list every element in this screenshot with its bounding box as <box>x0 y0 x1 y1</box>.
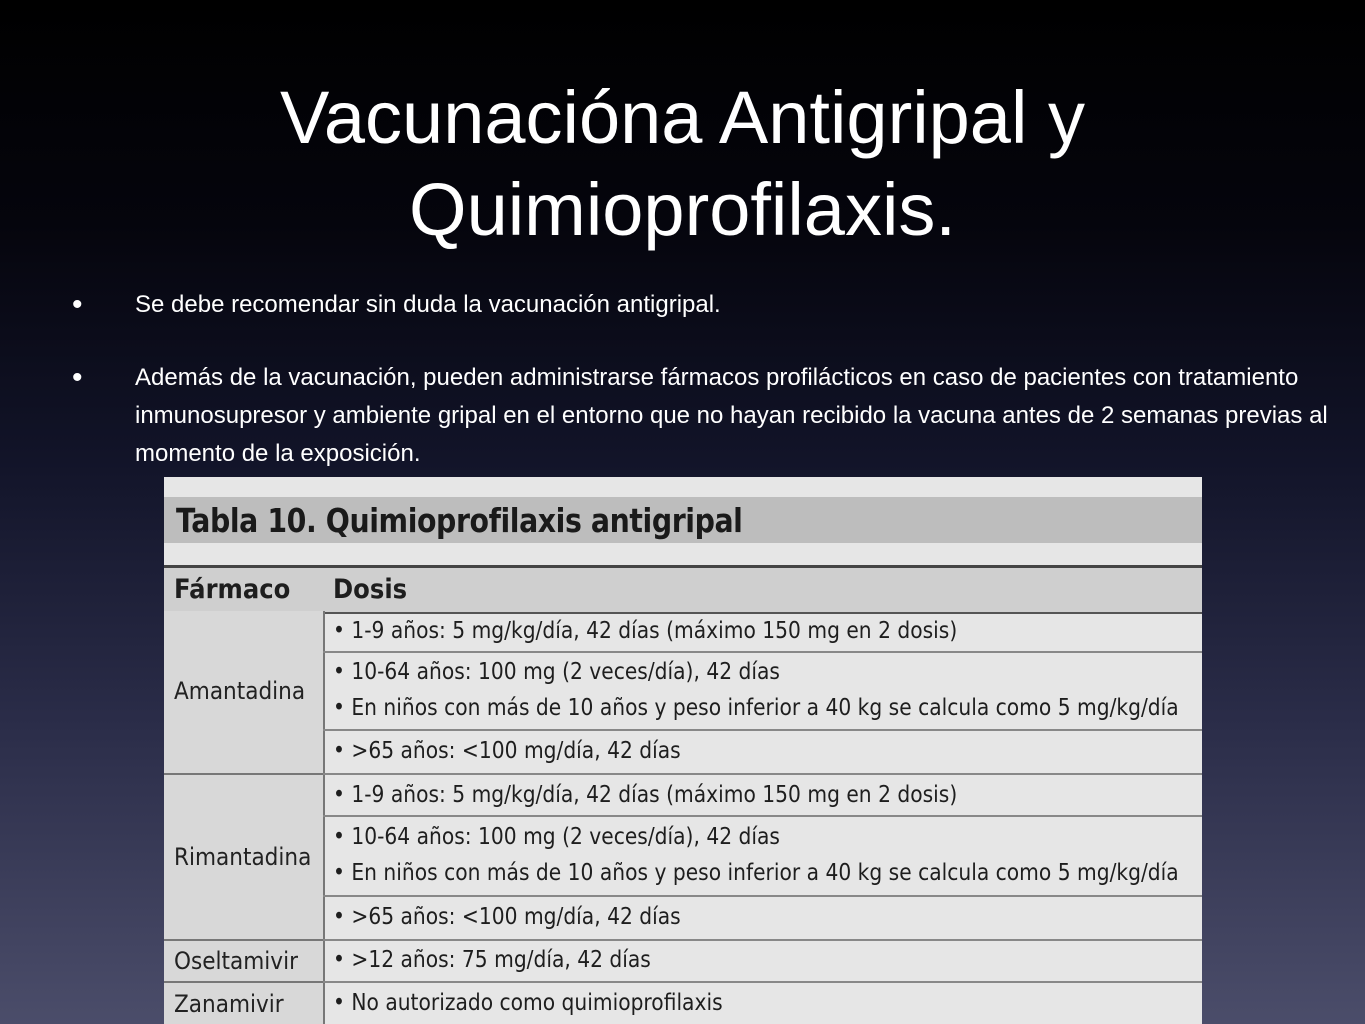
drug-name: Amantadina <box>174 677 306 705</box>
slide-title <box>0 72 1365 256</box>
header-dose-cell <box>323 565 1202 614</box>
slide-title-line-2: Quimioprofilaxis. <box>409 168 956 251</box>
dose-line: • >65 años: <100 mg/día, 42 días <box>333 738 681 764</box>
dose-cell <box>323 611 1202 653</box>
dose-line: • En niños con más de 10 años y peso inferior a 40 kg se calcula como 5 mg/kg/día <box>333 860 1179 886</box>
bullet-text: Se debe recomendar sin duda la vacunación antigripal. <box>135 291 721 318</box>
header-drug: Fármaco <box>174 574 291 605</box>
dose-line: • >12 años: 75 mg/día, 42 días <box>333 947 651 973</box>
drug-cell <box>164 611 325 775</box>
drug-name: Rimantadina <box>174 843 312 871</box>
header-drug-cell <box>164 565 325 614</box>
bullet-text: Además de la vacunación, pueden administrarse fármacos profilácticos en caso de pacientes con tratamiento inmunosupresor y ambiente gripal en el entorno que no hayan recibido la vacuna antes de 2 semanas previas al momento de la exposición. <box>135 364 1328 467</box>
dose-line: • No autorizado como quimioprofilaxis <box>333 990 723 1016</box>
header-dose: Dosis <box>333 574 408 605</box>
table-title-band <box>164 497 1202 543</box>
bullet-item <box>72 286 1335 324</box>
dose-line: • 10-64 años: 100 mg (2 veces/día), 42 días <box>333 824 780 850</box>
dose-cell <box>323 731 1202 775</box>
dose-line: • 1-9 años: 5 mg/kg/día, 42 días (máximo 150 mg en 2 dosis) <box>333 618 958 644</box>
bullet-marker: • <box>72 288 83 321</box>
drug-cell <box>164 941 325 983</box>
table-title: Tabla 10. Quimioprofilaxis antigripal <box>176 501 743 540</box>
dose-line: • 1-9 años: 5 mg/kg/día, 42 días (máximo 150 mg en 2 dosis) <box>333 782 958 808</box>
dose-line: • En niños con más de 10 años y peso inferior a 40 kg se calcula como 5 mg/kg/día <box>333 695 1179 721</box>
dose-cell <box>323 941 1202 983</box>
dose-cell <box>323 817 1202 897</box>
drug-cell <box>164 983 325 1024</box>
bullet-marker: • <box>72 361 83 394</box>
dose-line: • >65 años: <100 mg/día, 42 días <box>333 904 681 930</box>
dose-line: • 10-64 años: 100 mg (2 veces/día), 42 días <box>333 659 780 685</box>
bullet-item <box>72 359 1335 473</box>
slide-title-line-1: Vacunacióna Antigripal y <box>280 76 1085 159</box>
drug-name: Oseltamivir <box>174 947 298 975</box>
dose-cell <box>323 775 1202 817</box>
dose-cell <box>323 897 1202 941</box>
scanned-table-image <box>164 477 1202 1024</box>
drug-cell <box>164 775 325 941</box>
drug-name: Zanamivir <box>174 990 284 1018</box>
dose-cell <box>323 983 1202 1024</box>
dose-cell <box>323 653 1202 731</box>
